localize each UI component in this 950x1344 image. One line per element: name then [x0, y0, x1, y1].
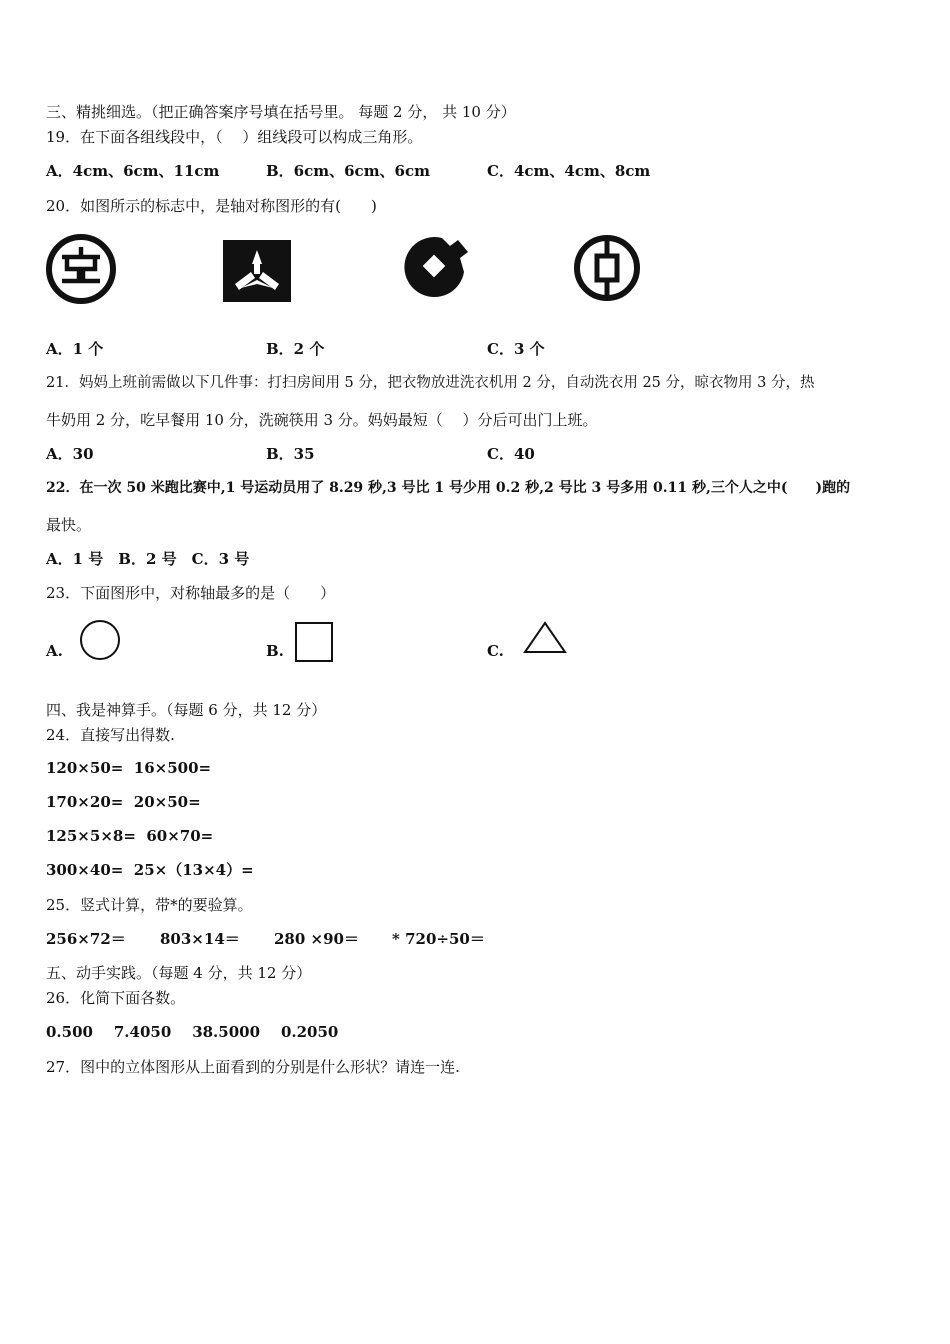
- q21-option-b: B．35: [266, 445, 315, 463]
- q26-number-1: 0.500: [46, 1023, 93, 1041]
- q24-row-4: [46, 860, 254, 880]
- q24-row-4-expr-1: 300×40=: [46, 861, 124, 879]
- square-shape-icon: [294, 620, 336, 664]
- q25-item-4: * 720÷50＝: [392, 930, 485, 948]
- q26-numbers: [46, 1022, 338, 1042]
- q25-item-1: 256×72＝: [46, 930, 126, 948]
- q25-item-3: 280 ×90＝: [274, 930, 359, 948]
- tri-symbol-logo-icon: [223, 240, 291, 302]
- q24-row-2: [46, 792, 201, 812]
- q24-row-3-expr-1: 125×5×8=: [46, 827, 136, 845]
- q24-row-4-expr-2: 25×（13×4）=: [133, 861, 254, 879]
- q24-row-2-expr-1: 170×20=: [46, 793, 124, 811]
- q26-number-2: 7.4050: [113, 1023, 172, 1041]
- q27-stem: 27．图中的立体图形从上面看到的分别是什么形状？请连一连.: [46, 1058, 460, 1076]
- q24-row-1-expr-1: 120×50=: [46, 759, 124, 777]
- q19-option-a: A．4cm、6cm、11cm: [46, 162, 220, 180]
- q21-stem-line2: 牛奶用 2 分，吃早餐用 10 分，洗碗筷用 3 分。妈妈最短（ ）分后可出门上班。: [46, 411, 598, 429]
- coin-logo-icon: [572, 233, 642, 303]
- q24-row-1: [46, 758, 211, 778]
- q20-stem: 20．如图所示的标志中，是轴对称图形的有( ): [46, 197, 377, 215]
- q25-stem: 25．竖式计算，带*的要验算。: [46, 896, 253, 914]
- q24-row-1-expr-2: 16×500=: [133, 759, 212, 777]
- q22-stem-line1: 22．在一次 50 米跑比赛中,1 号运动员用了 8.29 秒,3 号比 1 号少用 0.2 秒,2 号比 3 号多用 0.11 秒,三个人之中( )跑的: [46, 480, 851, 496]
- q22-stem-line2: 最快。: [46, 516, 92, 534]
- q23-option-a: A.: [46, 642, 63, 660]
- q23-option-b: B.: [266, 642, 284, 660]
- q26-number-4: 0.2050: [280, 1023, 339, 1041]
- q19-stem: 19．在下面各组线段中，（ ）组线段可以构成三角形。: [46, 128, 423, 146]
- q20-option-a: A．1 个: [46, 340, 104, 358]
- q24-row-2-expr-2: 20×50=: [133, 793, 201, 811]
- q21-stem-line1: 21．妈妈上班前需做以下几件事：打扫房间用 5 分，把衣物放进洗衣机用 2 分，自动洗衣用 25 分，晾衣物用 3 分，热: [46, 375, 815, 391]
- circle-shape-icon: [78, 620, 122, 664]
- q21-option-a: A．30: [46, 445, 94, 463]
- q26-stem: 26．化简下面各数。: [46, 989, 186, 1007]
- section5-heading: 五、动手实践。（每题 4 分，共 12 分）: [46, 964, 312, 982]
- q20-option-b: B．2 个: [266, 340, 325, 358]
- section3-heading: 三、精挑细选。（把正确答案序号填在括号里。 每题 2 分， 共 10 分）: [46, 103, 516, 121]
- q25-item-2: 803×14＝: [160, 930, 240, 948]
- bank-c-logo-icon: [402, 232, 472, 302]
- q20-option-c: C．3 个: [487, 340, 545, 358]
- q24-stem: 24．直接写出得数.: [46, 726, 175, 744]
- q24-row-3-expr-2: 60×70=: [146, 827, 214, 845]
- q24-row-3: [46, 826, 213, 846]
- q19-option-b: B．6cm、6cm、6cm: [266, 162, 431, 180]
- q23-stem: 23．下面图形中，对称轴最多的是（ ）: [46, 584, 336, 602]
- q23-option-c: C.: [487, 642, 504, 660]
- section4-heading: 四、我是神算手。（每题 6 分，共 12 分）: [46, 701, 327, 719]
- triangle-shape-icon: [522, 620, 568, 656]
- q21-option-c: C．40: [487, 445, 535, 463]
- railway-logo-icon: [45, 233, 117, 305]
- q19-option-c: C．4cm、4cm、8cm: [487, 162, 651, 180]
- q26-number-3: 38.5000: [192, 1023, 261, 1041]
- q22-options: A．1 号 B．2 号 C．3 号: [46, 550, 250, 568]
